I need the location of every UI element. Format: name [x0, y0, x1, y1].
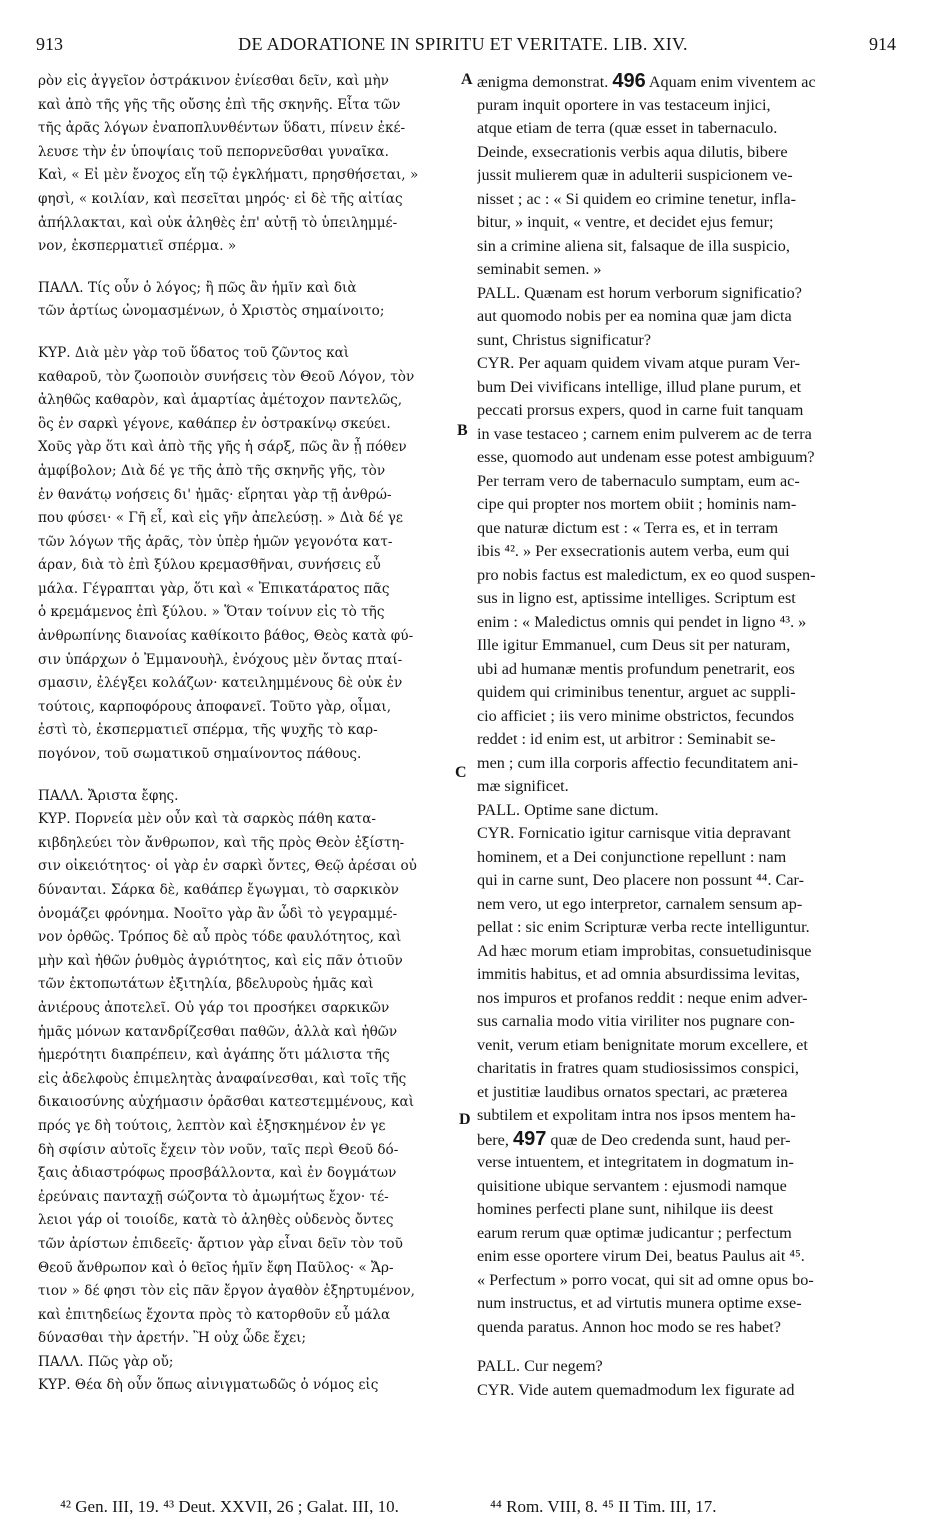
text-line: jussit mulierem quæ in adulterii suspicionem ve- [477, 166, 793, 184]
text-line: ἡμερότητι διαπρέπειν, καὶ ἀγάπης ὅτι μάλιστα τῆς [38, 1047, 390, 1064]
text-line: CYR. Vide autem quemadmodum lex figurate ad [477, 1380, 795, 1399]
text-line: puram inquit oportere in vas testaceum injici, [477, 95, 771, 114]
text-line: σμασιν, ἐλέγξει κολάζων· κατειλημμένους δὲ οὐκ ἐν [38, 675, 403, 692]
text-line: τῶν ἐκτοπωτάτων ἐξιτηλία, βδελυροὺς ἡμᾶς καὶ [38, 976, 374, 993]
text-line: ἀπήλλακται, καὶ οὐκ ἀληθὲς ἐπ' αὐτῇ τὸ ὑπειλημμέ- [38, 214, 398, 231]
text-line: mæ significet. [477, 777, 569, 795]
text-line: ὀνομάζει φρόνημα. Νοοῖτο γὰρ ἂν ὧδὶ τὸ γεγραμμέ- [38, 905, 398, 922]
text-line: peccati prorsus expers, quod in carne fuit tanquam [477, 401, 804, 419]
text-line: σιν ὑπάρχων ὁ Ἐμμανουὴλ, ἐνόχους μὲν ὄντας πταί- [38, 651, 403, 668]
text-line: aut quomodo nobis per ea nomina quæ jam dicta [477, 307, 792, 325]
text-line: quisitione ubique servantem : ejusmodi namque [477, 1176, 787, 1195]
text-line: pro nobis factus est maledictum, ex eo quod suspen- [477, 565, 816, 584]
text-line: ibis ⁴². » Per exsecrationis autem verba, eum qui [477, 542, 790, 560]
text-line: in vase testaceo ; carnem enim pulverem ac de terra [477, 424, 812, 443]
text-line: pellat : sic enim Scripturæ verba recte intelliguntur. [477, 918, 810, 936]
text-line: τῶν ἀρίστων ἐπιδεεῖς· ἄρτιον γὰρ εἶναι δεῖν τὸν τοῦ [38, 1235, 403, 1252]
text-line: σιν οἰκειότητος· οἱ γὰρ ἐν σαρκὶ ὄντες, Θεῷ ἀρέσαι οὐ [38, 858, 417, 875]
text-line: άραν, διὰ τὸ ἐπὶ ξύλου κρεμασθῆναι, συνήσεις εὖ [38, 557, 381, 574]
text-line: καὶ ἀπὸ τῆς γῆς τῆς οὔσης ἐπὶ τῆς σκηνῆς. Εἶτα τῶν [38, 96, 401, 113]
margin-mark-c: C [455, 764, 467, 781]
page-number-right: 914 [869, 34, 896, 54]
text-line: τῶν ἀρτίως ὠνομασμένων, ὁ Χριστὸς σημαίνοιτο; [38, 303, 385, 320]
text-line: ἡμᾶς μόνων κατανδρίζεσθαι παθῶν, ἀλλὰ καὶ ἠθῶν [38, 1023, 398, 1040]
text-line: Ad hæc morum etiam improbitas, consuetudinisque [477, 941, 812, 960]
text-line: reddet : id enim est, ut arbitror : Seminabit se- [477, 730, 776, 748]
text-line: verse intuentem, et integritatem in dogmatum in- [477, 1153, 794, 1171]
text-line: quidem qui criminibus tenentur, arguet ac suppli- [477, 683, 796, 701]
text-line: καθαροῦ, τὸν ζωοποιὸν συνήσεις τὸν Θεοῦ Λόγον, τὸν [38, 368, 415, 385]
text-line: ΠΑΛΛ. Ἄριστα ἔφης. [38, 787, 179, 804]
text-line: τῶν λόγων τῆς ἀρᾶς, τὸν ὑπὲρ ἡμῶν γεγονότα κατ- [38, 533, 393, 550]
text-line: λειοι γάρ οἱ τοιοίδε, κατὰ τὸ ἀληθὲς οὐδενὸς ὄντες [38, 1212, 394, 1229]
text-line: κιβδηλεύει τὸν ἄνθρωπον, καὶ τῆς πρὸς Θεὸν ἐξίστη- [38, 834, 405, 851]
text-line: ΠΑΛΛ. Πῶς γὰρ οὔ; [38, 1353, 174, 1370]
text-line: CYR. Fornicatio igitur carnisque vitia depravant [477, 824, 791, 842]
text-line: hominem, et a Dei conjunctione repellunt : nam [477, 847, 787, 866]
text-line: earum rerum quæ optimæ judicantur ; perfectum [477, 1223, 792, 1242]
text-line: Deinde, exsecrationis verbis aqua dilutis, bibere [477, 142, 788, 161]
text-line: που φύσει· « Γῆ εἶ, καὶ εἰς γῆν ἀπελεύσῃ. » Διὰ δέ γε [38, 510, 403, 527]
text-line: ΚΥΡ. Πορνεία μὲν οὖν καὶ τὰ σαρκὸς πάθη κατα- [38, 811, 376, 828]
text-line: sunt, Christus significatur? [477, 330, 651, 349]
text-line: « Perfectum » porro vocat, qui sit ad omne opus bo- [477, 1270, 814, 1289]
text-line: enim esse oportere virum Dei, beatus Paulus ait ⁴⁵. [477, 1247, 805, 1265]
text-line: τούτοις, καρποφόρους ἀποφανεῖ. Τοῦτο γὰρ, οἶμαι, [38, 698, 392, 715]
text-line: ΠΑΛΛ. Τίς οὖν ὁ λόγος; ἢ πῶς ἂν ἡμῖν καὶ διὰ [38, 279, 357, 296]
text-line: quenda paratus. Annon hoc modo se res habet? [477, 1317, 781, 1336]
text-line: ἀνιέρους ἀποτελεῖ. Οὐ γάρ τοι προσήκει σαρκικῶν [38, 999, 390, 1016]
text-line: qui in carne sunt, Deo placere non possunt ⁴⁴. Car- [477, 871, 804, 889]
paragraph-gap [477, 1339, 891, 1355]
text-line: bum Dei vivificans intellige, illud plane purum, et [477, 377, 802, 396]
text-line: Χοῦς γὰρ ὅτι καὶ ἀπὸ τῆς γῆς ἡ σάρξ, πῶς ἂν ᾖ πόθεν [38, 439, 407, 456]
text-line: subtilem et expolitam intra nos ipsos mentem ha- [477, 1106, 796, 1124]
footnotes-left: ⁴² Gen. III, 19. ⁴³ Deut. XXVII, 26 ; Galat. III, 10. [60, 1497, 399, 1516]
latin-column [477, 70, 891, 1402]
text-line: μὴν καὶ ἠθῶν ῥυθμὸς ἀγριότητος, καὶ εἰς πᾶν ὁτιοῦν [38, 952, 403, 969]
text-line: νον, ἐκσπερματιεῖ σπέρμα. » [38, 238, 237, 255]
text-line: Θεοῦ ἄνθρωπον καὶ ὁ θεῖος ἡμῖν ἔφη Παῦλος· « Ἄρ- [38, 1259, 394, 1276]
text-line: venit, verum etiam benignitate morum excellere, et [477, 1035, 808, 1054]
text-line: δύνασθαι τὴν ἀρετήν. Ἢ οὐχ ὧδε ἔχει; [38, 1330, 307, 1347]
text-line: PALL. Quænam est horum verborum significatio? [477, 283, 802, 302]
text-line: seminabit semen. » [477, 260, 602, 278]
text-line: λευσε τὴν ἐν ὑποψίαις τοῦ πεπορνεῦσθαι γυναῖκα. [38, 143, 389, 160]
text-line: ὃς ἐν σαρκὶ γέγονε, καθάπερ ἐν ὀστρακίνῳ σκεύει. [38, 415, 391, 432]
text-line: ὁ κρεμάμενος ἐπὶ ξύλου. » Ὅταν τοίνυν εἰς τὸ τῆς [38, 604, 385, 621]
text-line: φησὶ, « κοιλίαν, καὶ πεσεῖται μηρός· εἰ δὲ τῆς αἰτίας [38, 190, 403, 207]
text-line: πρός γε δὴ τούτοις, λεπτὸν καὶ ἐξησκημένον ἐν γε [38, 1117, 386, 1134]
text-line: immitis habitus, et ad omnia absurdissima levitas, [477, 965, 800, 983]
text-line: εἰς ἀδελφοὺς ἐπιμελητὰς ἀναφαίνεσθαι, καὶ τοῖς τῆς [38, 1070, 407, 1087]
text-line: PALL. Cur negem? [477, 1357, 603, 1375]
text-line: esse, quomodo aut undenam esse potest ambiguum? [477, 448, 815, 466]
text-line: μάλα. Γέγραπται γὰρ, ὅτι καὶ « Ἐπικατάρατος πᾶς [38, 580, 390, 597]
text-line: Καὶ, « Εἰ μὲν ἔνοχος εἴη τῷ ἐγκλήματι, πρησθήσεται, » [38, 167, 419, 184]
text-line: ἐστὶ τὸ, ἐκσπερματιεῖ σπέρμα, τῆς ψυχῆς τὸ καρ- [38, 722, 378, 739]
text-line: CYR. Per aquam quidem vivam atque puram Ver- [477, 354, 801, 372]
text-line: ubi ad humanæ mentis profundum penetrarit, eos [477, 659, 795, 678]
text-line: ἀνθρωπίνης διανοίας καθίκοιτο βάθος, Θεὸς κατὰ φύ- [38, 628, 414, 645]
text-line: ρὸν εἰς ἀγγεῖον ὀστράκινον ἐνίεσθαι δεῖν, καὶ μὴν [38, 73, 389, 89]
running-title: DE ADORATIONE IN SPIRITU ET VERITATE. LIB. XIV. [238, 34, 688, 54]
page-header [30, 34, 896, 58]
text-line: bere, 497 quæ de Deo credenda sunt, haud per- [477, 1127, 791, 1150]
text-line: PALL. Optime sane dictum. [477, 800, 659, 819]
text-line: ænigma demonstrat. 496 Aquam enim viventem ac [477, 70, 816, 92]
text-line: νον ὀρθῶς. Τρόπος δὲ αὖ πρὸς τόδε φαυλότητος, καὶ [38, 929, 402, 946]
text-line: bitur, » inquit, « ventre, et decidet ejus femur; [477, 213, 774, 231]
paragraph-gap [38, 324, 454, 342]
margin-mark-d: D [459, 1111, 471, 1128]
text-line: Ille igitur Emmanuel, cum Deus sit per naturam, [477, 636, 791, 654]
margin-mark-b: B [457, 422, 468, 439]
text-line: homines perfecti plane sunt, nihilque iis deest [477, 1200, 774, 1218]
text-line: πογόνον, τοῦ σωματικοῦ σημαίνοντος πάθους. [38, 746, 362, 763]
paragraph-gap [38, 767, 454, 785]
text-line: καὶ ἐπιτηδείως ἔχοντα πρὸς τὸ κατορθοῦν εὖ μάλα [38, 1306, 391, 1323]
column-number: 497 [512, 1127, 547, 1150]
text-line: et justitiæ laudibus ornatos spectari, ac præterea [477, 1082, 788, 1101]
text-line: ΚΥΡ. Διὰ μὲν γὰρ τοῦ ὕδατος τοῦ ζῶντος καὶ [38, 344, 350, 361]
text-line: enim : « Maledictus omnis qui pendet in ligno ⁴³. » [477, 612, 807, 631]
text-line: τῆς ἀρᾶς λόγων ἐναποπλυνθέντων ὕδατι, πίνειν ἐκέ- [38, 120, 406, 137]
text-line: δὴ σφίσιν αὐτοῖς ἔχειν τὸν νοῦν, ταῖς περὶ Θεοῦ δό- [38, 1141, 399, 1158]
text-line: nos impuros et profanos reddit : neque enim adver- [477, 988, 808, 1007]
margin-mark-a: A [461, 71, 473, 88]
text-line: ξαις ἀδιαστρόφως προσβάλλοντα, καὶ ἐν δογμάτων [38, 1165, 397, 1182]
text-line: ἀληθῶς καθαρὸν, καὶ ἁμαρτίας ἀμέτοχον παντελῶς, [38, 392, 403, 409]
text-line: ἀμφίβολον; Διὰ δέ γε τῆς ἀπὸ τῆς σκηνῆς γῆς, τὸν [38, 462, 386, 479]
text-line: ἐν θανάτῳ νοήσεις δι' ἡμᾶς· εἴρηται γὰρ τῇ ἀνθρώ- [38, 486, 392, 503]
text-line: nisset ; ac : « Si quidem eo crimine tenetur, infla- [477, 189, 796, 208]
text-line: Per terram vero de tabernaculo sumptam, eum ac- [477, 471, 800, 490]
text-line: num instructus, et ad virtutis munera optime exse- [477, 1294, 802, 1312]
text-line: charitatis in fratres quam studiosissimos conspici, [477, 1059, 799, 1077]
text-line: sin a crimine aliena sit, falsaque de illa suspicio, [477, 236, 790, 255]
greek-column [38, 70, 454, 1398]
page-number-left: 913 [36, 34, 63, 54]
text-line: que naturæ dictum est : « Terra es, et in terram [477, 518, 779, 537]
footnotes-right: ⁴⁴ Rom. VIII, 8. ⁴⁵ II Tim. III, 17. [490, 1497, 717, 1516]
text-line: δικαιοσύνης αὐχήμασιν ὁρᾶσθαι κατεστεμμένους, καὶ [38, 1094, 415, 1111]
text-line: cipe qui propter nos mortem obiit ; hominis nam- [477, 495, 797, 513]
text-line: ΚΥΡ. Θέα δὴ οὖν ὅπως αἰνιγματωδῶς ὁ νόμος εἰς [38, 1377, 379, 1394]
text-line: τιον » δέ φησι τὸν εἰς πᾶν ἔργον ἀγαθὸν ἐξηρτυμένον, [38, 1283, 415, 1300]
text-line: sus carnalia modo vitia viriliter nos pugnare con- [477, 1012, 795, 1030]
text-line: δύνανται. Σάρκα δὲ, καθάπερ ἔγωγμαι, τὸ σαρκικὸν [38, 882, 399, 898]
paragraph-gap [38, 259, 454, 277]
text-line: nem vero, ut ego interpretor, carnalem sensum ap- [477, 894, 803, 913]
text-line: sus in ligno est, aptissime intelliges. Scriptum est [477, 589, 796, 607]
text-line: men ; cum illa corporis affectio fecunditatem ani- [477, 753, 799, 772]
text-line: cio afficiet ; iis vero minime obstrictos, fecundos [477, 706, 795, 725]
text-line: atque etiam de terra (quæ esset in tabernaculo. [477, 119, 778, 137]
text-line: ἐρεύναις πανταχῇ σώζοντα τὸ ἀμωμήτως ἔχον· τέ- [38, 1188, 389, 1205]
column-number: 496 [612, 70, 646, 92]
